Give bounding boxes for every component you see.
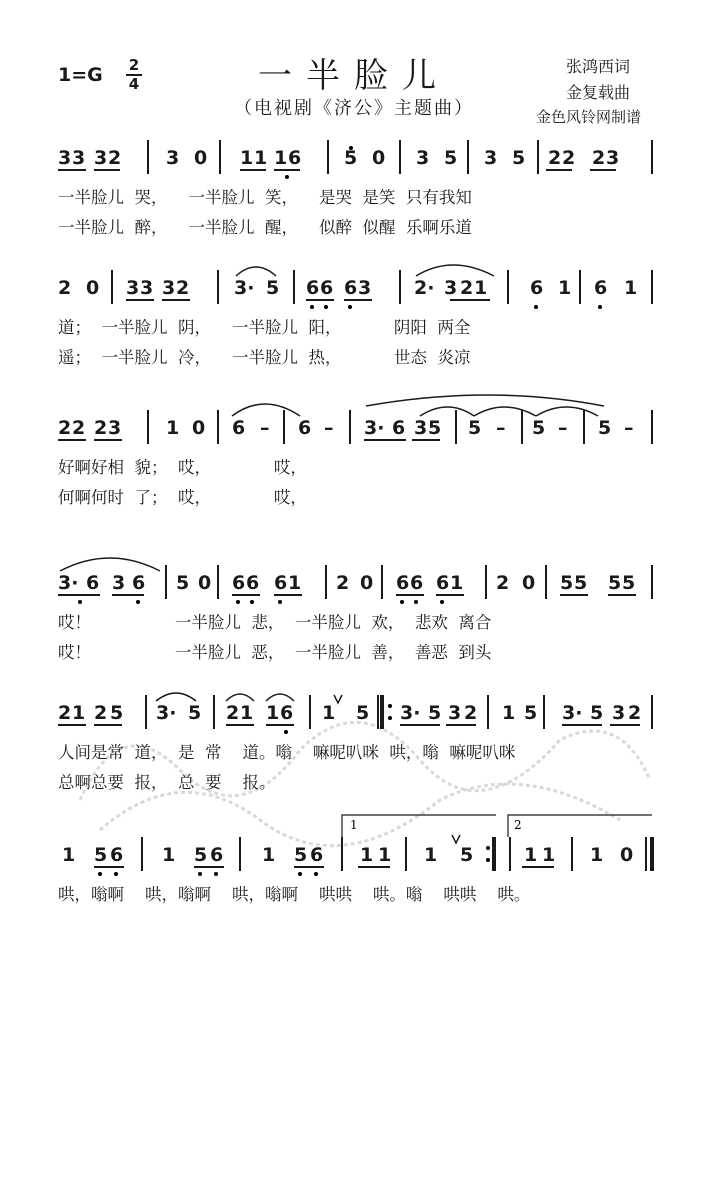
low-dot [400, 600, 404, 604]
low-dot [236, 600, 240, 604]
note: 3 [140, 277, 154, 299]
note: 6 [594, 277, 608, 299]
note: 1 [266, 702, 280, 724]
note: 6 [436, 572, 450, 594]
note: 1 [254, 147, 268, 169]
lyric-verse-1: 人间是常 道， 是 常 道。嗡 嘛呢叭咪 哄，嗡 嘛呢叭咪 [58, 743, 516, 762]
note: – [324, 417, 334, 439]
song-title: 一半脸儿 [258, 56, 450, 96]
note: 2 [464, 702, 478, 724]
note: 2 [336, 572, 350, 594]
note: 5 [176, 572, 190, 594]
volta-bracket-2 [508, 815, 652, 837]
volta-2-label: 2 [514, 818, 522, 832]
volta-bracket-1 [342, 815, 496, 837]
staff-row-6 [0, 815, 708, 965]
note: 5 [194, 844, 208, 866]
note: 3· [156, 702, 177, 724]
note: 5 [608, 572, 622, 594]
note: 2 [58, 417, 72, 439]
lyric-verse-1: 道； 一半脸儿 阴， 一半脸儿 阳， 阴阳 两全 [58, 318, 471, 337]
low-dot [534, 305, 538, 309]
note: 1 [274, 147, 288, 169]
note: 5 [622, 572, 636, 594]
repeat-dot [388, 704, 392, 708]
note: 6 [320, 277, 334, 299]
volta-1-label: 1 [350, 818, 358, 832]
note: 3 [112, 572, 126, 594]
low-dot [298, 872, 302, 876]
low-dot [285, 175, 289, 179]
note: – [496, 417, 506, 439]
note: 3 [126, 277, 140, 299]
note: 1 [360, 844, 374, 866]
note: 0 [86, 277, 100, 299]
note: 6 [246, 572, 260, 594]
note: 2 [592, 147, 606, 169]
note: – [260, 417, 270, 439]
note: 1 [322, 702, 336, 724]
note: 3 [58, 147, 72, 169]
low-dot [114, 872, 118, 876]
low-dot [324, 305, 328, 309]
note: 1 [558, 277, 572, 299]
key-signature: 1=G [58, 64, 103, 86]
note: 6 [274, 572, 288, 594]
note: 3 [166, 147, 180, 169]
low-dot [98, 872, 102, 876]
low-dot [314, 872, 318, 876]
note: 3 [94, 147, 108, 169]
note: 5 [574, 572, 588, 594]
note: 1 [166, 417, 180, 439]
note: 6 [396, 572, 410, 594]
time-signature-top: 2 [128, 56, 140, 74]
note: 1 [288, 572, 302, 594]
note: 3· [58, 572, 79, 594]
note: 0 [522, 572, 536, 594]
low-dot [440, 600, 444, 604]
low-dot [414, 600, 418, 604]
note: 2 [58, 702, 72, 724]
slur [156, 693, 196, 701]
note: 5 [266, 277, 280, 299]
note: 1 [474, 277, 488, 299]
staff-row-3 [0, 410, 708, 560]
note: 5 [590, 702, 604, 724]
breath-mark [452, 835, 460, 843]
note: 3 [606, 147, 620, 169]
note: – [624, 417, 634, 439]
note: 3· [562, 702, 583, 724]
slur [226, 694, 254, 701]
note: 6 [392, 417, 406, 439]
note: 0 [192, 417, 206, 439]
lyric-verse-2: 一半脸儿 醉， 一半脸儿 醒， 似醉 似醒 乐啊乐道 [58, 218, 472, 237]
staff-row-6-svg [0, 815, 708, 945]
note: 1 [502, 702, 516, 724]
lyric-verse-1: 一半脸儿 哭， 一半脸儿 笑， 是哭 是笑 只有我知 [58, 188, 472, 207]
note: 5 [294, 844, 308, 866]
note: 5 [428, 702, 442, 724]
note: 1 [240, 702, 254, 724]
note: 0 [194, 147, 208, 169]
note: 6 [298, 417, 312, 439]
low-dot [284, 730, 288, 734]
note: 3 [448, 702, 462, 724]
note: 3· [400, 702, 421, 724]
note: 5 [444, 147, 458, 169]
lyric-verse-2: 哎！ 一半脸儿 恶， 一半脸儿 善， 善恶 到头 [58, 643, 492, 662]
lyric-verse-1: 好啊好相 貌； 哎， 哎， [58, 458, 307, 477]
note: 1 [62, 844, 76, 866]
note: 1 [590, 844, 604, 866]
note: 0 [620, 844, 634, 866]
time-signature-bottom: 4 [128, 75, 140, 93]
low-dot [214, 872, 218, 876]
note: 6 [86, 572, 100, 594]
note: 3 [444, 277, 458, 299]
note: 1 [378, 844, 392, 866]
note: 5 [512, 147, 526, 169]
note: 2 [94, 702, 108, 724]
note: 6 [280, 702, 294, 724]
low-dot [278, 600, 282, 604]
staff-row-4 [0, 565, 708, 715]
low-dot [348, 305, 352, 309]
low-dot [78, 600, 82, 604]
note: 5 [560, 572, 574, 594]
note: 5 [460, 844, 474, 866]
note: 2 [108, 147, 122, 169]
note: 1 [450, 572, 464, 594]
note: 1 [72, 702, 86, 724]
lyricist-credit: 张鸿西词 [566, 57, 631, 76]
slur [266, 694, 294, 701]
note: 3 [484, 147, 498, 169]
note: 1 [542, 844, 556, 866]
note: 0 [360, 572, 374, 594]
note: 3· [234, 277, 255, 299]
note: 0 [372, 147, 386, 169]
note: 6 [232, 417, 246, 439]
note: 3 [72, 147, 86, 169]
lyric-verse-2: 总啊总要 报， 总 要 报。 [58, 773, 276, 792]
note: 3 [358, 277, 372, 299]
note: 1 [240, 147, 254, 169]
note: 2· [414, 277, 435, 299]
composer-credit: 金复载曲 [566, 83, 631, 102]
note: 2 [58, 277, 72, 299]
low-dot [310, 305, 314, 309]
note: 5 [598, 417, 612, 439]
note: 2 [460, 277, 474, 299]
note: 3 [162, 277, 176, 299]
note: 6 [530, 277, 544, 299]
lyric-verse-1: 哎！ 一半脸儿 悲， 一半脸儿 欢， 悲欢 离合 [58, 613, 492, 632]
note: 5 [344, 147, 358, 169]
note: 3 [414, 417, 428, 439]
low-dot [598, 305, 602, 309]
transcriber-credit: 金色风铃网制谱 [536, 108, 642, 126]
note: 1 [262, 844, 276, 866]
song-subtitle: （电视剧《济公》主题曲） [234, 98, 474, 119]
note: 6 [344, 277, 358, 299]
note: 5 [468, 417, 482, 439]
note: 6 [232, 572, 246, 594]
low-dot [136, 600, 140, 604]
note: 1 [424, 844, 438, 866]
note: 1 [624, 277, 638, 299]
note: 3· [364, 417, 385, 439]
note: 1 [162, 844, 176, 866]
note: 2 [176, 277, 190, 299]
staff-row-2 [0, 270, 708, 420]
note: 5 [94, 844, 108, 866]
staff-row-1 [0, 140, 708, 290]
lyric-verse-2: 遥； 一半脸儿 冷， 一半脸儿 热， 世态 炎凉 [58, 348, 471, 367]
note: – [558, 417, 568, 439]
note: 5 [356, 702, 370, 724]
note: 5 [532, 417, 546, 439]
note: 6 [306, 277, 320, 299]
lyric-verse-2: 何啊何时 了； 哎， 哎， [58, 488, 307, 507]
note: 5 [110, 702, 124, 724]
note: 6 [132, 572, 146, 594]
repeat-dot [486, 858, 490, 862]
note: 5 [524, 702, 538, 724]
note: 2 [628, 702, 642, 724]
low-dot [198, 872, 202, 876]
note: 2 [496, 572, 510, 594]
note: 2 [548, 147, 562, 169]
note: 0 [198, 572, 212, 594]
note: 6 [410, 572, 424, 594]
low-dot [250, 600, 254, 604]
note: 5 [428, 417, 442, 439]
note: 3 [108, 417, 122, 439]
note: 3 [612, 702, 626, 724]
note: 6 [288, 147, 302, 169]
note: 2 [72, 417, 86, 439]
repeat-dot [388, 716, 392, 720]
note: 6 [210, 844, 224, 866]
note: 5 [188, 702, 202, 724]
repeat-dot [486, 846, 490, 850]
lyric-coda: 哄，嗡啊 哄，嗡啊 哄，嗡啊 哄哄 哄。嗡 哄哄 哄。 [58, 885, 531, 904]
note: 2 [94, 417, 108, 439]
note: 1 [524, 844, 538, 866]
note: 6 [310, 844, 324, 866]
note: 3 [416, 147, 430, 169]
note: 6 [110, 844, 124, 866]
note: 2 [562, 147, 576, 169]
note: 2 [226, 702, 240, 724]
